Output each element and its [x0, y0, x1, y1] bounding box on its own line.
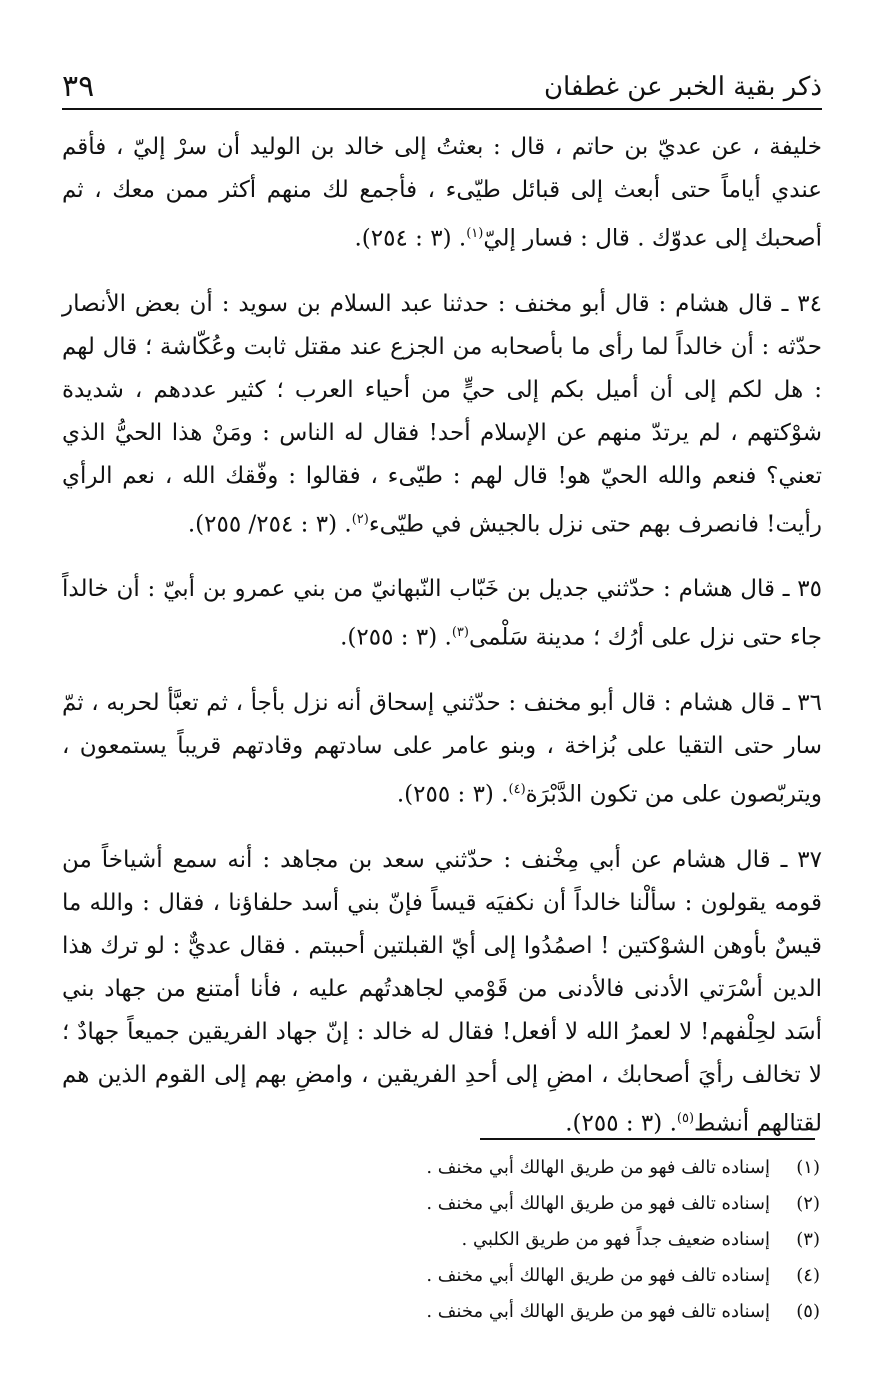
footnote-marker: (٣): [451, 625, 469, 641]
footnote: [200, 1186, 820, 1222]
paragraph-text: خليفة ، عن عديّ بن حاتم ، قال : بعثتُ إلى خالد بن الوليد أن سرْ إليّ ، فأقم عندي أياماً حتى أبعث إلى قبائل طيّىء ، فأجمع لك منهم أكثر ممن معك ، ثم أصحبك إلى عدوّك . قال : فسار إليّ: [62, 134, 822, 252]
paragraph-text: ٣٧ ـ قال هشام عن أبي مِخْنف : حدّثني سعد بن مجاهد : أنه سمع أشياخاً من قومه يقولون : سألْنا خالداً أن نكفيَه قيساً فإنّ بني أسد حلفاؤنا ، فقال : والله ما قيسٌ بأوهن الشوْكتين ! اصمُدُوا إلى أيّ القبلتين أحببتم . فقال عديٌّ : لو ترك هذا الدين أسْرَتي الأدنى فالأدنى من قَوْمي لجاهدتُهم عليه ، فأنا أمتنع من جهاد بني أسَد لحِلْفهم! لا لعمرُ الله لا أفعل! فقال له خالد : إنّ جهاد الفريقين جميعاً جهادٌ ؛ لا تخالف رأيَ أصحابك ، امضِ إلى أحدِ الفريقين ، وامضِ بهم إلى القوم الذين هم لقتالهم أنشط: [62, 846, 822, 1137]
footnote: [200, 1294, 820, 1330]
footnote-number: (٤): [796, 1265, 820, 1286]
source-reference: . (٣ : ٢٥٥).: [340, 624, 452, 651]
footnote-number: (٢): [796, 1193, 820, 1214]
paragraph: [62, 283, 822, 547]
paragraph: [62, 126, 822, 261]
footnote-number: (٣): [796, 1229, 820, 1250]
page-header: [62, 58, 822, 110]
running-title: ذكر بقية الخبر عن غطفان: [543, 72, 822, 102]
footnote: [200, 1222, 820, 1258]
paragraph-text: ٣٤ ـ قال هشام : قال أبو مخنف : حدثنا عبد السلام بن سويد : أن بعض الأنصار حدّثه : أن خالداً لما رأى ما بأصحابه من الجزع عند مقتل ثابت وعُكّاشة ؛ قال لهم : هل لكم إلى أن أميل بكم إلى حيٍّ من أحياء العرب ؛ كثير عددهم ، شديدة شوْكتهم ، لم يرتدّ منهم عن الإسلام أحد! فقال له الناس : ومَنْ هذا الحيُّ الذي تعني؟ فنعم والله الحيّ هو! قال لهم : طيّىء ، فقالوا : وفّقك الله ، نعم الرأي رأيت! فانصرف بهم حتى نزل بالجيش في طيّىء: [62, 290, 822, 538]
paragraph: [62, 682, 822, 817]
source-reference: . (٣ : ٢٥٤/ ٢٥٥).: [187, 511, 352, 538]
footnote-number: (١): [796, 1157, 820, 1178]
page-number: ٣٩: [62, 69, 95, 104]
footnote-text: إسناده ضعيف جداً فهو من طريق الكلبي .: [461, 1229, 770, 1250]
footnote-text: إسناده تالف فهو من طريق الهالك أبي مخنف .: [426, 1301, 770, 1322]
footnote-marker: (٥): [676, 1110, 695, 1126]
source-reference: . (٣ : ٢٥٥).: [565, 1110, 677, 1137]
footnote: [200, 1258, 820, 1294]
source-reference: . (٣ : ٢٥٤).: [354, 225, 467, 252]
footnote-number: (٥): [796, 1301, 820, 1322]
footnote-marker: (٤): [508, 781, 526, 797]
main-text: [62, 126, 822, 1167]
footnote-text: إسناده تالف فهو من طريق الهالك أبي مخنف .: [426, 1265, 770, 1286]
footnote: [200, 1150, 820, 1186]
paragraph-text: ٣٥ ـ قال هشام : حدّثني جديل بن خَبّاب النّبهانيّ من بني عمرو بن أبيّ : أن خالداً جاء حتى نزل على أرُك ؛ مدينة سَلْمى: [62, 576, 822, 651]
footnote-marker: (١): [466, 226, 484, 241]
footnote-text: إسناده تالف فهو من طريق الهالك أبي مخنف .: [426, 1193, 770, 1214]
paragraph-text: ٣٦ ـ قال هشام : قال أبو مخنف : حدّثني إسحاق أنه نزل بأجأ ، ثم تعبَّأ لحربه ، ثمّ سار حتى التقيا على بُزاخة ، وبنو عامر على سادتهم وقادتهم قريباً يستمعون ، ويتربّصون على من تكون الدَّبْرَة: [62, 689, 822, 808]
footnote-text: إسناده تالف فهو من طريق الهالك أبي مخنف .: [426, 1157, 770, 1178]
source-reference: . (٣ : ٢٥٥).: [396, 781, 509, 808]
paragraph: [62, 839, 822, 1146]
footnotes: [200, 1150, 820, 1330]
paragraph: [62, 568, 822, 660]
footnote-divider: [480, 1138, 815, 1140]
footnote-marker: (٢): [351, 511, 369, 527]
